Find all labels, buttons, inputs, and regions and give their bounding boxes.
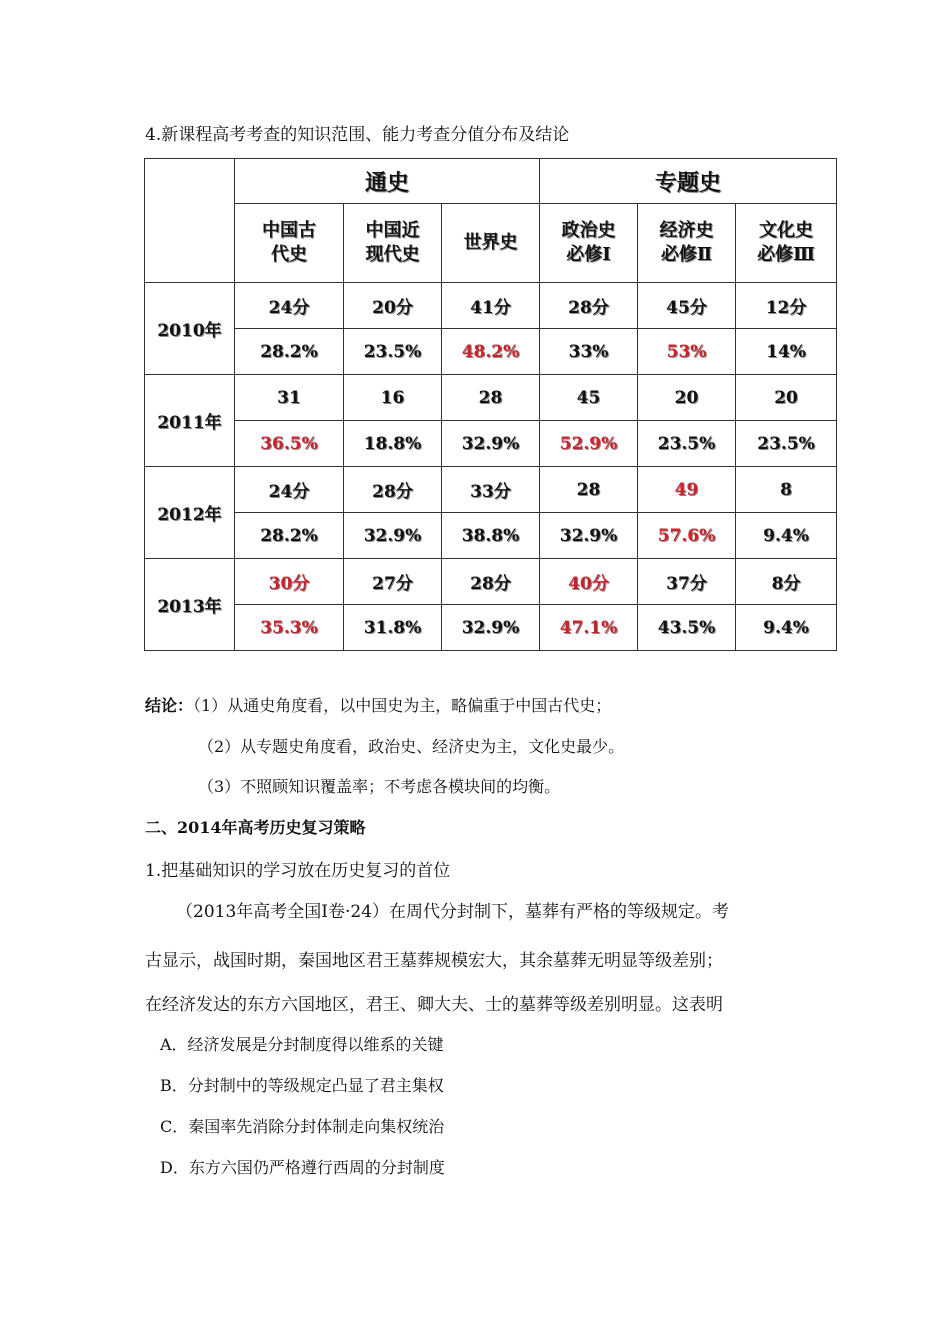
percent-cell: 23.5% xyxy=(344,329,442,375)
score-cell: 16 xyxy=(344,375,442,421)
percent-cell: 43.5% xyxy=(638,605,736,651)
percent-cell: 32.9% xyxy=(442,421,540,467)
percent-cell: 28.2% xyxy=(235,329,344,375)
conclusion-line-1 xyxy=(145,693,611,716)
subject-header xyxy=(736,204,837,283)
percent-cell: 32.9% xyxy=(344,513,442,559)
subject-header-line: 代史 xyxy=(271,244,307,265)
percent-cell: 38.8% xyxy=(442,513,540,559)
score-cell: 12分 xyxy=(736,283,837,329)
subject-header-line: 现代史 xyxy=(365,244,420,265)
percent-cell: 47.1% xyxy=(540,605,638,651)
question-line-3: 在经济发达的东方六国地区，君王、卿大夫、士的墓葬等级差别明显。这表明 xyxy=(145,995,723,1015)
year-label: 2011年 xyxy=(145,375,235,467)
percent-cell: 36.5% xyxy=(235,421,344,467)
percent-cell: 9.4% xyxy=(736,513,837,559)
subject-header-line: 必修Ⅱ xyxy=(660,244,713,265)
subject-header-line: 中国古 xyxy=(262,220,316,241)
conclusion-item: （1）从通史角度看，以中国史为主，略偏重于中国古代史； xyxy=(193,696,612,715)
score-cell: 33分 xyxy=(442,467,540,513)
subject-header xyxy=(235,204,344,283)
score-cell: 40分 xyxy=(540,559,638,605)
score-cell: 28分 xyxy=(540,283,638,329)
conclusion-line-3: （3）不照顾知识覆盖率；不考虑各模块间的均衡。 xyxy=(198,777,561,796)
score-distribution-table xyxy=(144,158,837,651)
corner-cell xyxy=(145,159,235,283)
score-cell: 20分 xyxy=(344,283,442,329)
score-cell: 27分 xyxy=(344,559,442,605)
percent-cell: 32.9% xyxy=(442,605,540,651)
subject-header xyxy=(344,204,442,283)
percent-cell: 23.5% xyxy=(736,421,837,467)
percent-cell: 52.9% xyxy=(540,421,638,467)
score-cell: 8分 xyxy=(736,559,837,605)
point-1: 1.把基础知识的学习放在历史复习的首位 xyxy=(145,861,451,881)
score-cell: 28 xyxy=(540,467,638,513)
year-label: 2012年 xyxy=(145,467,235,559)
score-cell: 41分 xyxy=(442,283,540,329)
score-cell: 30分 xyxy=(235,559,344,605)
percent-cell: 23.5% xyxy=(638,421,736,467)
section-heading: 4.新课程高考考查的知识范围、能力考查分值分布及结论 xyxy=(145,125,570,145)
option-a: A．经济发展是分封制度得以维系的关键 xyxy=(160,1035,444,1054)
option-c: C．秦国率先消除分封体制走向集权统治 xyxy=(160,1117,445,1136)
year-label: 2010年 xyxy=(145,283,235,375)
percent-cell: 9.4% xyxy=(736,605,837,651)
score-cell: 49 xyxy=(638,467,736,513)
score-cell: 20 xyxy=(736,375,837,421)
score-cell: 45分 xyxy=(638,283,736,329)
score-cell: 28分 xyxy=(442,559,540,605)
group-header-topical: 专题史 xyxy=(540,159,837,204)
score-cell: 8 xyxy=(736,467,837,513)
score-cell: 37分 xyxy=(638,559,736,605)
percent-cell: 28.2% xyxy=(235,513,344,559)
subject-header-line: 中国近 xyxy=(365,220,420,241)
subject-header-line: 文化史 xyxy=(759,220,814,241)
option-d: D．东方六国仍严格遵行西周的分封制度 xyxy=(160,1158,445,1177)
score-cell: 24分 xyxy=(235,283,344,329)
conclusion-label: 结论： xyxy=(145,696,194,715)
subject-header-line: 世界史 xyxy=(463,232,518,253)
score-cell: 31 xyxy=(235,375,344,421)
percent-cell: 14% xyxy=(736,329,837,375)
conclusion-line-2: （2）从专题史角度看，政治史、经济史为主，文化史最少。 xyxy=(198,737,625,756)
question-line-2: 古显示，战国时期，秦国地区君王墓葬规模宏大，其余墓葬无明显等级差别； xyxy=(145,951,723,971)
score-cell: 45 xyxy=(540,375,638,421)
option-b: B．分封制中的等级规定凸显了君主集权 xyxy=(160,1076,444,1095)
percent-cell: 53% xyxy=(638,329,736,375)
group-header-general: 通史 xyxy=(235,159,540,204)
percent-cell: 32.9% xyxy=(540,513,638,559)
percent-cell: 31.8% xyxy=(344,605,442,651)
section-2-heading: 二、2014年高考历史复习策略 xyxy=(145,818,366,837)
score-cell: 24分 xyxy=(235,467,344,513)
subject-header-line: 必修Ⅰ xyxy=(566,244,611,265)
score-cell: 20 xyxy=(638,375,736,421)
subject-header xyxy=(540,204,638,283)
year-label: 2013年 xyxy=(145,559,235,651)
score-cell: 28 xyxy=(442,375,540,421)
percent-cell: 35.3% xyxy=(235,605,344,651)
subject-header xyxy=(442,204,540,283)
score-cell: 28分 xyxy=(344,467,442,513)
subject-header-line: 必修Ⅲ xyxy=(757,244,815,265)
question-line-1: （2013年高考全国Ⅰ卷·24）在周代分封制下，墓葬有严格的等级规定。考 xyxy=(176,902,730,922)
percent-cell: 33% xyxy=(540,329,638,375)
subject-header-line: 经济史 xyxy=(659,220,714,241)
percent-cell: 48.2% xyxy=(442,329,540,375)
percent-cell: 18.8% xyxy=(344,421,442,467)
subject-header-line: 政治史 xyxy=(561,220,616,241)
subject-header xyxy=(638,204,736,283)
percent-cell: 57.6% xyxy=(638,513,736,559)
